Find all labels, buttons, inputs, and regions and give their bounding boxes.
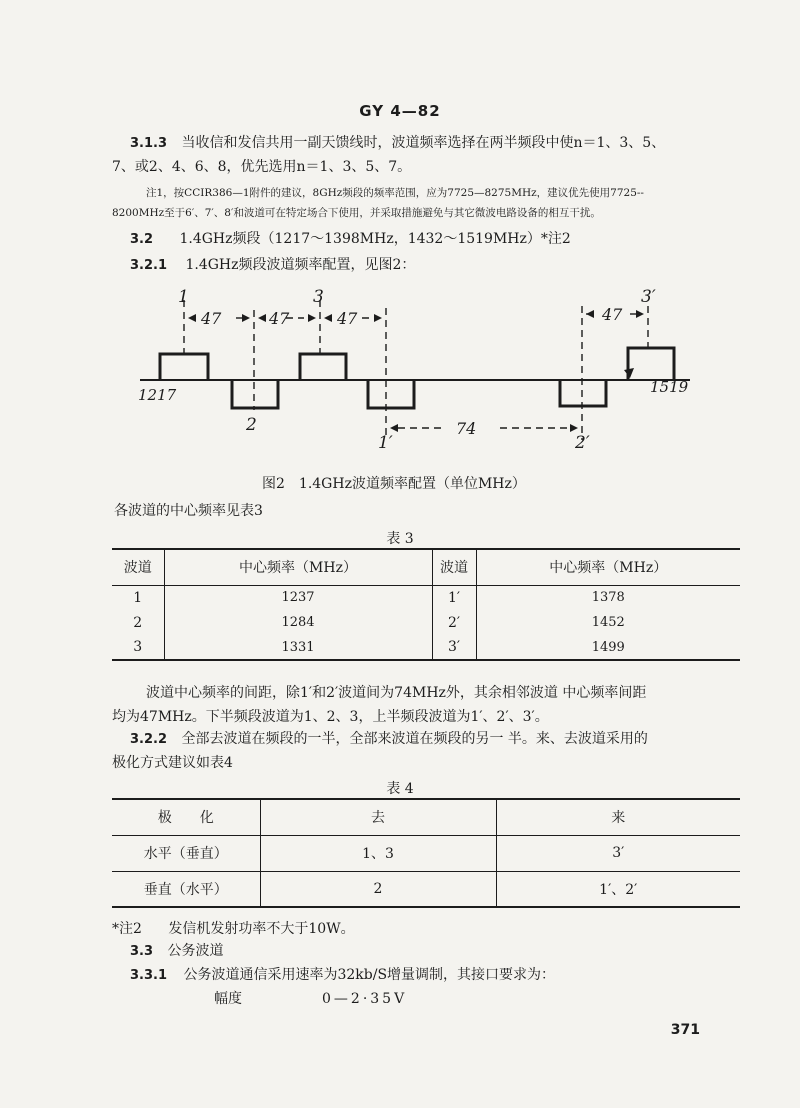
page-header: GY 4—82: [359, 102, 441, 120]
spacing-paragraph-line1: 波道中心频率的间距，除1′和2′波道间为74MHz外，其余相邻波道 中心频率间距: [146, 685, 647, 701]
cell: 3′: [432, 635, 476, 660]
section-number: 3.3: [130, 944, 154, 959]
cell: 1、3: [260, 835, 496, 871]
section-text: 公务波道通信采用速率为32kb/S增量调制，其接口要求为：: [183, 967, 556, 983]
header-cell: 波道: [112, 549, 164, 585]
channel-2p-block: [560, 380, 606, 406]
cell: 3: [112, 635, 164, 660]
note-2: [112, 918, 355, 940]
note-mark: *注2: [112, 921, 142, 937]
section-text: 全部去波道在频段的一半，全部来波道在频段的另一 半。来、去波道采用的: [181, 731, 648, 747]
cell: 2′: [432, 610, 476, 635]
cell: 1237: [164, 585, 432, 610]
table-row: [112, 585, 740, 610]
cell: 1378: [591, 590, 625, 606]
section-text: 1.4GHz频段波道频率配置，见图2：: [185, 257, 416, 273]
table-4: [112, 798, 740, 908]
label-channel-1: 1: [178, 287, 189, 307]
page-number: 371: [670, 1022, 700, 1038]
header-cell: 去: [260, 799, 496, 835]
amplitude-value: 0—2·35V: [322, 991, 408, 1007]
section-text: 1.4GHz频段（1217～1398MHz，1432～1519MHz）*注2: [179, 231, 571, 247]
cell: 3′: [612, 845, 625, 861]
channel-2-block: [232, 380, 278, 408]
band-edge-high: 1519: [650, 378, 689, 396]
note-1-line1: 注1，按CCIR386—1附件的建议，8GHz频段的频率范围，应为7725—8275MHz，建议优先使用7725--: [146, 187, 644, 199]
spacing-label: 47: [201, 309, 222, 328]
section-3-3-1: [130, 964, 555, 987]
section-number: 3.2.1: [130, 258, 168, 273]
table4-title: 表 4: [386, 781, 414, 797]
spacing-label: 47: [602, 305, 623, 324]
spacing-label: 47: [269, 309, 290, 328]
channel-plan-figure: [0, 0, 800, 470]
channel-1-block: [160, 354, 208, 380]
header-cell: 波道: [432, 549, 476, 585]
table3-title: 表 3: [386, 531, 414, 547]
label-channel-1p: 1′: [378, 433, 393, 453]
label-channel-2p: 2′: [575, 433, 590, 453]
channel-1p-block: [368, 380, 414, 408]
table-3: [112, 548, 740, 661]
cell: 1284: [164, 610, 432, 635]
section-number: 3.3.1: [130, 968, 168, 983]
channel-3-block: [300, 354, 346, 380]
channel-3p-block: [628, 348, 674, 380]
table-header-row: [112, 549, 740, 585]
spacing-label: 47: [337, 309, 358, 328]
figure-caption: 图2 1.4GHz波道频率配置（单位MHz）: [262, 476, 526, 492]
header-cell: 中心频率（MHz）: [549, 560, 668, 577]
note-text: 发信机发射功率不大于10W。: [168, 921, 355, 937]
table-row: [112, 610, 740, 635]
label-channel-3p: 3′: [641, 287, 656, 307]
cell: 2: [260, 871, 496, 907]
spacing-paragraph-line2: 均为47MHz。下半频段波道为1、2、3，上半频段波道为1′、2′、3′。: [112, 709, 549, 725]
amplitude-label: 幅度: [214, 991, 242, 1007]
label-channel-2: 2: [246, 415, 257, 435]
section-text: 公务波道: [167, 943, 224, 959]
section-number: 3.2: [130, 232, 154, 247]
table-header-row: [112, 799, 740, 835]
cell: 1452: [591, 615, 625, 630]
section-number: 3.2.2: [130, 732, 168, 747]
cell: 2: [112, 610, 164, 635]
cell: 1′: [432, 585, 476, 610]
cell: 垂直（水平）: [112, 871, 260, 907]
header-cell: 来: [611, 810, 626, 827]
gap-label: 74: [456, 419, 477, 438]
cell: 1: [112, 585, 164, 610]
cell: 1′、2′: [599, 881, 638, 898]
note-1-line2: 8200MHz至于6′、7′、8′和波道可在特定场合下使用，并采取措施避免与其它微波电路设备的相互干扰。: [112, 207, 601, 219]
section-text: 当收信和发信共用一副天馈线时，波道频率选择在两半频段中使n＝1、3、5、: [181, 135, 666, 151]
table-row: [112, 835, 740, 871]
table3-intro: 各波道的中心频率见表3: [114, 503, 263, 519]
cell: 1499: [591, 639, 625, 655]
section-number: 3.1.3: [130, 136, 168, 151]
band-edge-low: 1217: [138, 386, 177, 404]
cell: 1331: [164, 635, 432, 660]
table-row: [112, 871, 740, 907]
table-row: [112, 635, 740, 660]
section-3-2-2: [130, 728, 648, 751]
label-channel-3: 3: [313, 287, 324, 307]
section-3-2-2-line2: 极化方式建议如表4: [112, 755, 233, 771]
section-3-1-3-line2: 7、或2、4、6、8，优先选用n＝1、3、5、7。: [112, 159, 412, 175]
section-3-3: [130, 940, 223, 963]
cell: 水平（垂直）: [112, 835, 260, 871]
header-cell: 中心频率（MHz）: [164, 549, 432, 585]
header-cell: 极 化: [112, 799, 260, 835]
